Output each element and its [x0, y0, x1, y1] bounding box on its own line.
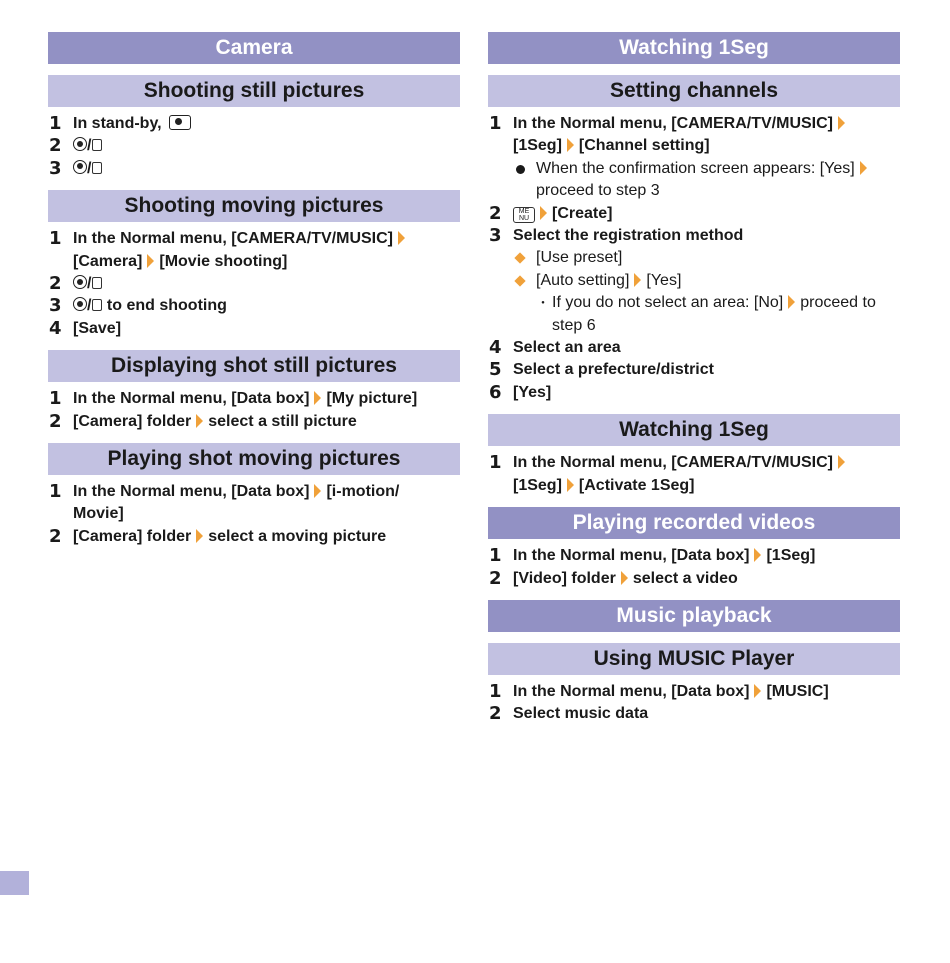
section-title-camera: Camera	[48, 32, 460, 64]
step-item	[488, 359, 900, 381]
step-text: [Camera] folder	[73, 527, 192, 545]
step-number: 4	[49, 317, 62, 339]
step-item	[488, 568, 900, 590]
step-number: 1	[489, 113, 502, 134]
step-item: 2 /	[48, 135, 460, 157]
step-text: [Channel setting]	[578, 137, 710, 155]
heading-shooting-moving-pictures: Shooting moving pictures	[48, 190, 460, 222]
step-number: 1	[489, 680, 502, 702]
section-title-watching-1seg: Watching 1Seg	[488, 32, 900, 64]
arrow-right-icon	[621, 571, 628, 585]
step-text: select a video	[632, 569, 738, 587]
step-item	[488, 545, 900, 567]
steps-still-pictures	[48, 107, 460, 180]
step-number: 1	[49, 228, 62, 250]
step-text: Select the registration method	[513, 227, 744, 245]
center-key-icon	[73, 137, 87, 151]
step-text: [Camera]	[73, 252, 143, 270]
heading-using-music-player: Using MUSIC Player	[488, 643, 900, 675]
step-text: [1Seg]	[513, 137, 562, 155]
option-item	[488, 247, 900, 269]
arrow-right-icon	[398, 231, 405, 245]
side-key-icon	[92, 277, 102, 289]
step-number: 1	[489, 452, 502, 474]
bullet-note	[488, 158, 900, 203]
step-number: 3	[49, 157, 62, 179]
step-number: 3	[489, 225, 502, 247]
menu-key-label-top: ME	[518, 208, 530, 216]
step-text: Select an area	[513, 339, 621, 357]
step-number: 1	[489, 545, 502, 567]
arrow-right-icon	[314, 391, 321, 405]
step-text: Select a prefecture/district	[513, 361, 714, 379]
step-item	[488, 337, 900, 359]
step-item	[48, 113, 460, 135]
step-text: In stand-by,	[73, 115, 162, 132]
arrow-right-icon	[567, 138, 574, 152]
menu-key-label-bottom: NU	[518, 214, 530, 222]
step-text: In the Normal menu, [CAMERA/TV/MUSIC]	[73, 230, 394, 248]
option-text: [Yes]	[646, 271, 682, 289]
arrow-right-icon	[754, 684, 761, 698]
step-item	[48, 228, 460, 273]
step-item	[488, 703, 900, 725]
heading-playing-shot-moving-pictures: Playing shot moving pictures	[48, 443, 460, 475]
step-text: In the Normal menu, [Data box]	[513, 547, 750, 565]
camera-key-icon	[169, 115, 191, 130]
option-text: [Auto setting]	[536, 271, 630, 289]
step-text: Movie]	[73, 505, 124, 523]
side-key-icon	[92, 139, 102, 151]
step-text: [Video] folder	[513, 569, 616, 587]
note-text: step 6	[552, 316, 596, 334]
step-item	[48, 411, 460, 433]
step-text: In the Normal menu, [Data box]	[73, 483, 310, 501]
step-text: In the Normal menu, [Data box]	[513, 682, 750, 700]
steps-moving-pictures	[48, 222, 460, 340]
step-text: [Create]	[552, 204, 613, 222]
left-column	[48, 32, 460, 548]
center-key-icon	[73, 160, 87, 174]
step-number: 2	[49, 135, 62, 157]
center-key-icon	[73, 275, 87, 289]
step-item	[488, 203, 900, 225]
step-item: 3 / to end shooting	[49, 295, 227, 317]
side-key-icon	[92, 299, 102, 311]
step-number: 1	[49, 113, 62, 134]
step-text: [Activate 1Seg]	[578, 476, 695, 494]
arrow-right-icon	[147, 254, 154, 268]
step-item	[48, 388, 460, 410]
step-text: [1Seg]	[766, 547, 816, 565]
page-edge-tab	[0, 871, 29, 895]
arrow-right-icon	[196, 414, 203, 428]
step-text: In the Normal menu, [CAMERA/TV/MUSIC]	[513, 454, 834, 472]
step-number: 6	[489, 381, 502, 403]
steps-displaying-pictures	[48, 382, 460, 433]
step-text: Select music data	[513, 705, 649, 723]
step-number: 2	[49, 525, 62, 547]
step-item	[488, 452, 900, 497]
bullet-dot-icon	[516, 165, 525, 174]
step-text: [Camera] folder	[73, 412, 192, 430]
diamond-bullet-icon	[514, 253, 525, 264]
heading-setting-channels: Setting channels	[488, 75, 900, 107]
step-item	[488, 113, 900, 158]
step-number: 5	[489, 359, 502, 381]
option-text: [Use preset]	[536, 249, 623, 267]
step-text: select a moving picture	[208, 527, 387, 545]
section-title-music-playback: Music playback	[488, 600, 900, 632]
step-text: [1Seg]	[513, 476, 562, 494]
arrow-right-icon	[860, 161, 867, 175]
step-number: 2	[49, 273, 62, 295]
menu-key-icon	[513, 207, 535, 223]
arrow-right-icon	[314, 484, 321, 498]
center-key-icon	[73, 297, 87, 311]
option-item	[488, 270, 900, 292]
step-number: 2	[49, 410, 62, 432]
right-column	[488, 32, 900, 726]
step-text: [Yes]	[513, 383, 552, 401]
step-item	[48, 318, 460, 340]
heading-watching-1seg: Watching 1Seg	[488, 414, 900, 446]
heading-shooting-still-pictures: Shooting still pictures	[48, 75, 460, 107]
step-item	[488, 225, 900, 247]
arrow-right-icon	[754, 548, 761, 562]
diamond-bullet-icon	[514, 275, 525, 286]
step-item	[48, 526, 460, 548]
steps-playing-recorded-videos	[488, 539, 900, 590]
middle-dot-icon: ・	[536, 295, 550, 312]
steps-playing-pictures	[48, 475, 460, 548]
steps-setting-channels	[488, 107, 900, 404]
side-key-icon	[92, 162, 102, 174]
step-number: 4	[489, 337, 502, 359]
step-number: 1	[49, 388, 62, 410]
section-title-playing-recorded-videos: Playing recorded videos	[488, 507, 900, 539]
arrow-right-icon	[838, 116, 845, 130]
step-text: [Save]	[73, 319, 122, 337]
step-text: [MUSIC]	[766, 682, 829, 700]
arrow-right-icon	[838, 455, 845, 469]
step-text: [Movie shooting]	[159, 252, 288, 270]
step-text: In the Normal menu, [CAMERA/TV/MUSIC]	[513, 115, 834, 132]
step-number: 3	[49, 295, 62, 317]
note-text: If you do not select an area: [No]	[552, 294, 784, 312]
step-item: 3 /	[48, 158, 460, 180]
step-item: 2 /	[48, 273, 460, 295]
arrow-right-icon	[567, 478, 574, 492]
step-text: to end shooting	[106, 297, 227, 315]
arrow-right-icon	[540, 206, 547, 220]
step-text: [i-motion/	[326, 483, 400, 501]
step-text: select a still picture	[208, 412, 357, 430]
heading-displaying-shot-still-pictures: Displaying shot still pictures	[48, 350, 460, 382]
step-text: [My picture]	[326, 390, 418, 408]
arrow-right-icon	[196, 529, 203, 543]
step-item	[488, 681, 900, 703]
note-text: When the confirmation screen appears: [Yes]	[536, 159, 855, 177]
note-text: proceed to	[800, 294, 876, 312]
steps-using-music-player	[488, 675, 900, 726]
step-number: 2	[489, 567, 502, 589]
note-text: proceed to step 3	[536, 182, 660, 200]
arrow-right-icon	[788, 295, 795, 309]
sub-note	[488, 292, 900, 337]
step-item	[48, 481, 460, 526]
step-number: 2	[489, 202, 502, 224]
step-number: 2	[489, 703, 502, 725]
step-item	[488, 382, 900, 404]
arrow-right-icon	[634, 273, 641, 287]
step-number: 1	[49, 481, 62, 503]
steps-watching-1seg	[488, 446, 900, 497]
step-text: In the Normal menu, [Data box]	[73, 390, 310, 408]
